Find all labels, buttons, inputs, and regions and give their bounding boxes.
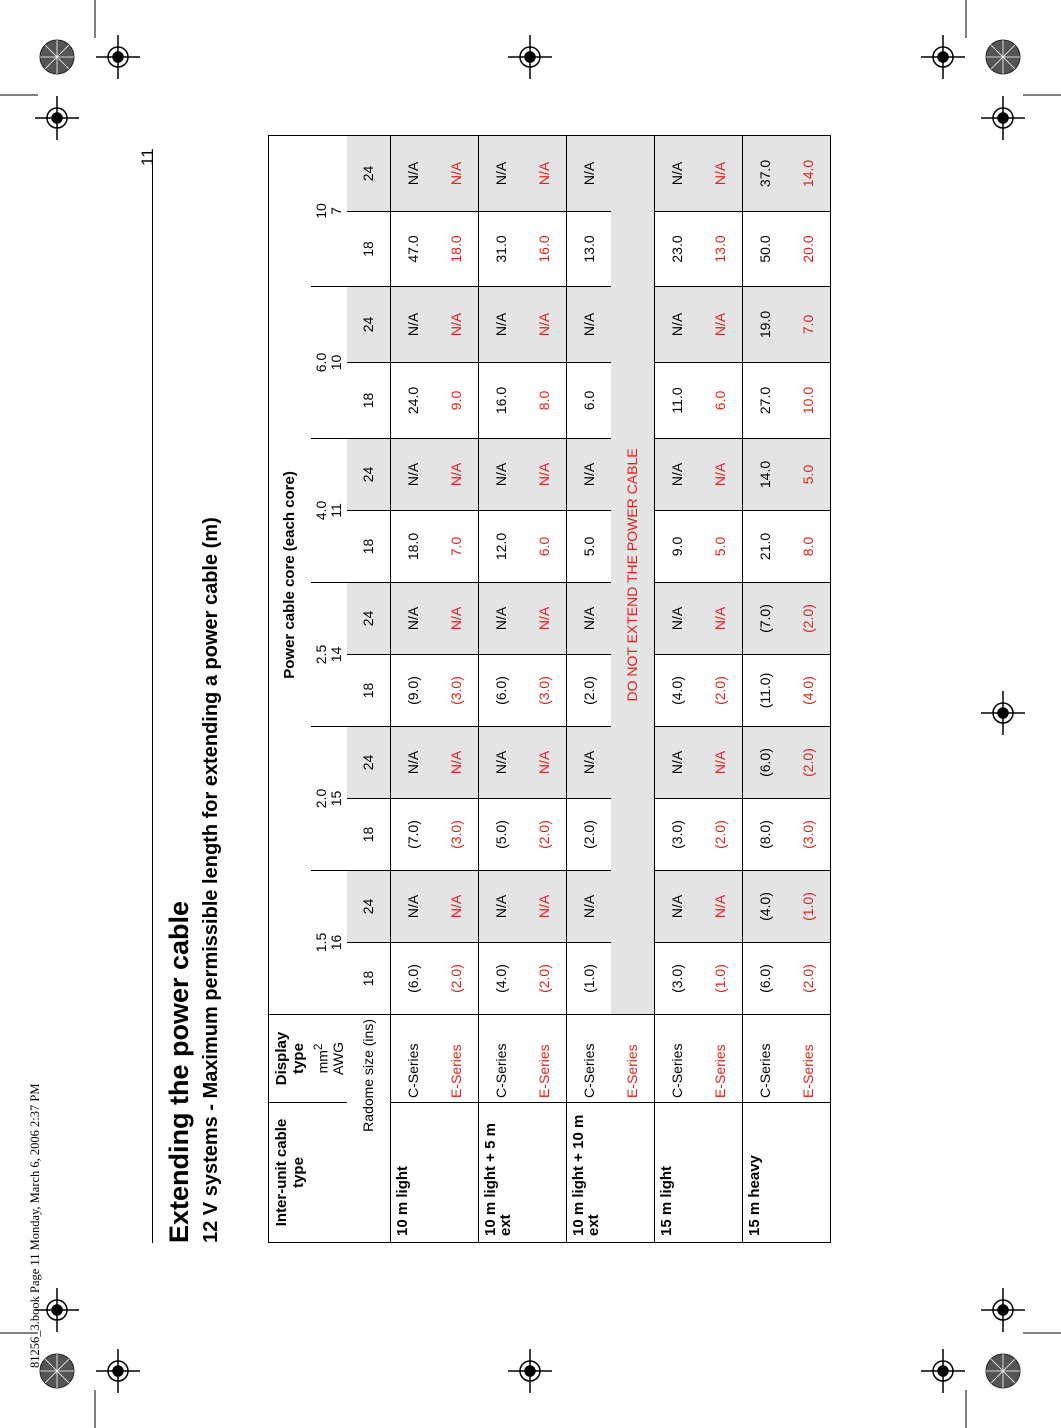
- display-type-cell: C-Series: [567, 1015, 611, 1103]
- value-cell: N/A: [699, 871, 743, 943]
- radome-size-row: [347, 135, 391, 1242]
- power-cable-table: [268, 135, 831, 1243]
- value-cell: N/A: [699, 287, 743, 363]
- value-cell: (11.0): [743, 655, 787, 727]
- cable-type-cell: 15 m heavy: [743, 1103, 831, 1243]
- value-cell: 12.0: [479, 511, 523, 583]
- value-cell: 19.0: [743, 287, 787, 363]
- print-info-line: 81256_3.book Page 11 Monday, March 6, 2006 2:37 PM: [28, 1083, 42, 1368]
- value-cell: (7.0): [743, 583, 787, 655]
- value-cell: 31.0: [479, 212, 523, 287]
- value-cell: N/A: [523, 727, 567, 799]
- radome-size-cell: 24: [347, 871, 391, 943]
- value-cell: N/A: [523, 135, 567, 211]
- value-cell: 50.0: [743, 212, 787, 287]
- radome-size-cell: 24: [347, 583, 391, 655]
- radome-size-cell: 24: [347, 135, 391, 211]
- value-cell: 24.0: [391, 363, 435, 439]
- value-cell: 13.0: [699, 212, 743, 287]
- gauge-4: 4.0 11: [311, 439, 347, 583]
- value-cell: N/A: [523, 583, 567, 655]
- value-cell: 7.0: [435, 511, 479, 583]
- table-row: [611, 135, 655, 1242]
- warning-cell: DO NOT EXTEND THE POWER CABLE: [611, 135, 655, 1014]
- value-cell: 5.0: [699, 511, 743, 583]
- value-cell: (2.0): [699, 655, 743, 727]
- display-type-header: Display type: [269, 1015, 311, 1103]
- value-cell: N/A: [435, 135, 479, 211]
- table-row: [435, 135, 479, 1242]
- value-cell: N/A: [655, 583, 699, 655]
- cable-type-cell: 10 m light + 5 m ext: [479, 1103, 567, 1243]
- value-cell: (1.0): [699, 943, 743, 1015]
- display-type-cell: E-Series: [523, 1015, 567, 1103]
- cable-type-cell: 10 m light + 10 m ext: [567, 1103, 655, 1243]
- value-cell: 21.0: [743, 511, 787, 583]
- radome-size-cell: 18: [347, 511, 391, 583]
- value-cell: 14.0: [787, 135, 831, 211]
- display-type-cell: E-Series: [787, 1015, 831, 1103]
- value-cell: N/A: [479, 135, 523, 211]
- header-rule: [152, 153, 153, 1243]
- table-row: [567, 135, 611, 1242]
- radome-size-cell: 18: [347, 655, 391, 727]
- value-cell: (4.0): [787, 655, 831, 727]
- table-row: [479, 135, 523, 1242]
- radome-size-label: Radome size (ins): [347, 1015, 391, 1243]
- value-cell: (2.0): [523, 943, 567, 1015]
- value-cell: (6.0): [743, 943, 787, 1015]
- gauge-6: 10 7: [311, 135, 347, 286]
- display-type-cell: E-Series: [699, 1015, 743, 1103]
- value-cell: (6.0): [743, 727, 787, 799]
- value-cell: (2.0): [787, 583, 831, 655]
- value-cell: N/A: [391, 439, 435, 511]
- cable-type-header: Inter-unit cable type: [269, 1103, 311, 1243]
- value-cell: (6.0): [479, 655, 523, 727]
- value-cell: 11.0: [655, 363, 699, 439]
- value-cell: (7.0): [391, 799, 435, 871]
- value-cell: N/A: [567, 871, 611, 943]
- value-cell: 8.0: [523, 363, 567, 439]
- value-cell: N/A: [523, 439, 567, 511]
- display-type-cell: C-Series: [391, 1015, 435, 1103]
- radome-size-cell: 18: [347, 943, 391, 1015]
- value-cell: (2.0): [567, 799, 611, 871]
- table-row: [391, 135, 435, 1242]
- radome-size-cell: 24: [347, 727, 391, 799]
- value-cell: 5.0: [787, 439, 831, 511]
- value-cell: 16.0: [479, 363, 523, 439]
- page-title: Extending the power cable: [164, 900, 194, 1243]
- value-cell: N/A: [655, 727, 699, 799]
- value-cell: (8.0): [743, 799, 787, 871]
- value-cell: 8.0: [787, 511, 831, 583]
- value-cell: N/A: [391, 583, 435, 655]
- value-cell: N/A: [699, 727, 743, 799]
- value-cell: N/A: [567, 287, 611, 363]
- value-cell: 16.0: [523, 212, 567, 287]
- unit-label: $mm^2$ AWG: [311, 1015, 347, 1103]
- value-cell: 6.0: [699, 363, 743, 439]
- value-cell: (3.0): [787, 799, 831, 871]
- header-row: [269, 135, 311, 1242]
- gauge-1: 1.5 16: [311, 871, 347, 1015]
- cable-type-cell: 10 m light: [391, 1103, 479, 1243]
- value-cell: N/A: [391, 287, 435, 363]
- value-cell: (2.0): [787, 943, 831, 1015]
- value-cell: N/A: [479, 583, 523, 655]
- value-cell: 47.0: [391, 212, 435, 287]
- value-cell: N/A: [655, 871, 699, 943]
- value-cell: 6.0: [523, 511, 567, 583]
- value-cell: N/A: [655, 287, 699, 363]
- display-type-cell: C-Series: [655, 1015, 699, 1103]
- radome-size-cell: 18: [347, 212, 391, 287]
- value-cell: 10.0: [787, 363, 831, 439]
- value-cell: 6.0: [567, 363, 611, 439]
- value-cell: (3.0): [655, 943, 699, 1015]
- radome-size-cell: 24: [347, 439, 391, 511]
- value-cell: N/A: [523, 871, 567, 943]
- value-cell: (2.0): [567, 655, 611, 727]
- value-cell: (3.0): [523, 655, 567, 727]
- gauge-2: 2.0 15: [311, 727, 347, 871]
- value-cell: (1.0): [567, 943, 611, 1015]
- display-type-cell: C-Series: [479, 1015, 523, 1103]
- value-cell: N/A: [699, 583, 743, 655]
- value-cell: 14.0: [743, 439, 787, 511]
- value-cell: (3.0): [435, 799, 479, 871]
- value-cell: 13.0: [567, 212, 611, 287]
- table-row: [699, 135, 743, 1242]
- cable-type-cell: 15 m light: [655, 1103, 743, 1243]
- value-cell: 18.0: [391, 511, 435, 583]
- value-cell: N/A: [435, 727, 479, 799]
- value-cell: N/A: [655, 135, 699, 211]
- power-core-header: Power cable core (each core): [269, 135, 311, 1014]
- value-cell: N/A: [655, 439, 699, 511]
- value-cell: (1.0): [787, 871, 831, 943]
- table-row: [787, 135, 831, 1242]
- value-cell: 7.0: [787, 287, 831, 363]
- radome-size-cell: 18: [347, 799, 391, 871]
- value-cell: N/A: [435, 871, 479, 943]
- table-subtitle: 12 V systems - Maximum permissible length for extending a power cable (m): [200, 517, 222, 1243]
- value-cell: 37.0: [743, 135, 787, 211]
- value-cell: (3.0): [655, 799, 699, 871]
- value-cell: (2.0): [699, 799, 743, 871]
- value-cell: N/A: [523, 287, 567, 363]
- gauge-5: 6.0 10: [311, 287, 347, 439]
- value-cell: 18.0: [435, 212, 479, 287]
- value-cell: N/A: [435, 287, 479, 363]
- value-cell: N/A: [391, 871, 435, 943]
- value-cell: (4.0): [743, 871, 787, 943]
- value-cell: 9.0: [435, 363, 479, 439]
- display-type-cell: C-Series: [743, 1015, 787, 1103]
- value-cell: N/A: [479, 439, 523, 511]
- value-cell: N/A: [479, 727, 523, 799]
- value-cell: (9.0): [391, 655, 435, 727]
- table-row: [655, 135, 699, 1242]
- value-cell: (4.0): [479, 943, 523, 1015]
- radome-size-cell: 24: [347, 287, 391, 363]
- radome-size-cell: 18: [347, 363, 391, 439]
- value-cell: 20.0: [787, 212, 831, 287]
- value-cell: (4.0): [655, 655, 699, 727]
- value-cell: (2.0): [435, 943, 479, 1015]
- gauge-row: [311, 135, 347, 1242]
- value-cell: (2.0): [523, 799, 567, 871]
- page-number: 11: [138, 148, 157, 166]
- value-cell: 23.0: [655, 212, 699, 287]
- value-cell: 5.0: [567, 511, 611, 583]
- table-row: [523, 135, 567, 1242]
- value-cell: N/A: [435, 583, 479, 655]
- value-cell: (5.0): [479, 799, 523, 871]
- value-cell: (2.0): [787, 727, 831, 799]
- value-cell: (6.0): [391, 943, 435, 1015]
- value-cell: N/A: [435, 439, 479, 511]
- value-cell: N/A: [391, 727, 435, 799]
- value-cell: N/A: [699, 135, 743, 211]
- value-cell: N/A: [567, 135, 611, 211]
- gauge-3: 2.5 14: [311, 583, 347, 727]
- display-type-cell: E-Series: [435, 1015, 479, 1103]
- value-cell: N/A: [391, 135, 435, 211]
- value-cell: N/A: [699, 439, 743, 511]
- value-cell: (3.0): [435, 655, 479, 727]
- value-cell: N/A: [567, 727, 611, 799]
- value-cell: N/A: [479, 871, 523, 943]
- display-type-cell: E-Series: [611, 1015, 655, 1103]
- value-cell: N/A: [567, 583, 611, 655]
- value-cell: N/A: [479, 287, 523, 363]
- value-cell: 9.0: [655, 511, 699, 583]
- table-row: [743, 135, 787, 1242]
- value-cell: 27.0: [743, 363, 787, 439]
- value-cell: N/A: [567, 439, 611, 511]
